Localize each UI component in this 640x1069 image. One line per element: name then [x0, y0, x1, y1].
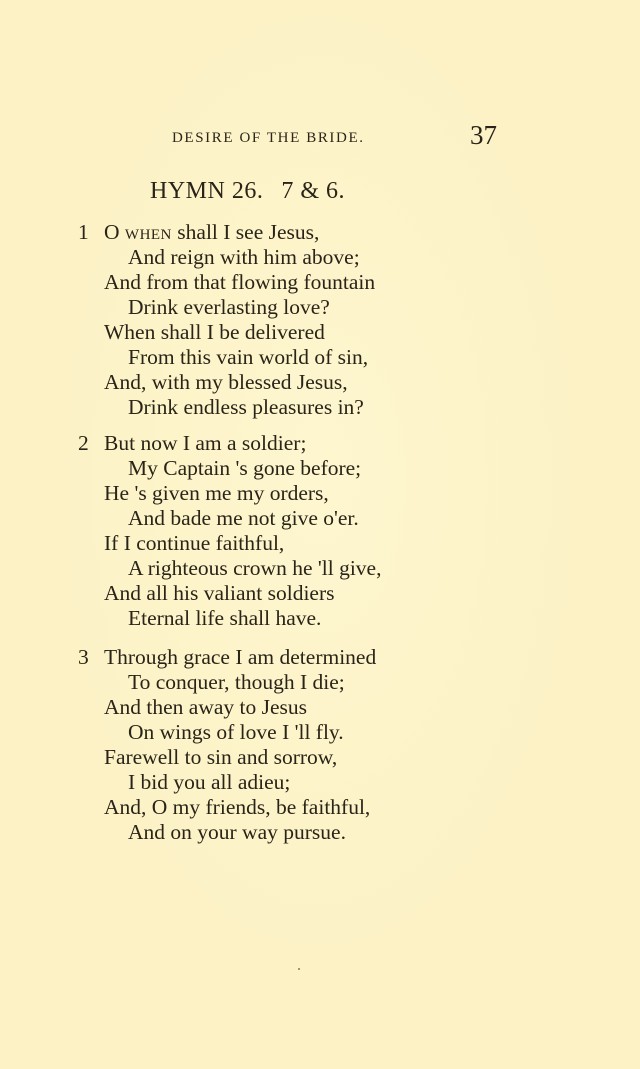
verse-line-smallcaps: when — [124, 220, 172, 244]
running-title: DESIRE OF THE BRIDE. — [172, 130, 365, 146]
verse-line: Farewell to sin and sorrow, — [104, 745, 338, 769]
stanza-number: 3 — [78, 645, 89, 669]
verse-line: And all his valiant soldiers — [104, 581, 335, 605]
verse-line-initial: O — [104, 220, 120, 244]
verse-line: And then away to Jesus — [104, 695, 308, 719]
verse-line: Drink everlasting love? — [128, 295, 330, 319]
verse-line: From this vain world of sin, — [128, 345, 369, 369]
hymn-meter: 7 & 6. — [281, 178, 346, 204]
hymn-title: HYMN 26. — [150, 178, 264, 204]
verse-line: On wings of love I 'll fly. — [128, 720, 344, 744]
hymn-heading — [150, 178, 345, 205]
verse-line: And, with my blessed Jesus, — [104, 370, 348, 394]
verse-line: If I continue faithful, — [104, 531, 285, 555]
verse-line-rest: shall I see Jesus, — [177, 220, 320, 244]
verse-line: Through grace I am determined — [104, 645, 377, 669]
verse-line: But now I am a soldier; — [104, 431, 307, 455]
page-number: 37 — [470, 120, 497, 150]
verse-line: And, O my friends, be faithful, — [104, 795, 371, 819]
stanza-number: 1 — [78, 220, 89, 244]
verse-line: Drink endless pleasures in? — [128, 395, 364, 419]
verse-line: I bid you all adieu; — [128, 770, 291, 794]
stanza-number: 2 — [78, 431, 89, 455]
verse-line: To conquer, though I die; — [128, 670, 345, 694]
verse-line: And bade me not give o'er. — [128, 506, 359, 530]
verse-line: And from that flowing fountain — [104, 270, 376, 294]
verse-line: Eternal life shall have. — [128, 606, 322, 630]
paper-speck — [298, 968, 300, 970]
verse-line: He 's given me my orders, — [104, 481, 329, 505]
verse-line: My Captain 's gone before; — [128, 456, 362, 480]
verse-line: When shall I be delivered — [104, 320, 325, 344]
verse-line: A righteous crown he 'll give, — [128, 556, 382, 580]
verse-line: And reign with him above; — [128, 245, 360, 269]
running-head — [172, 120, 502, 156]
verse-line — [104, 220, 319, 244]
verse-line: And on your way pursue. — [128, 820, 346, 844]
